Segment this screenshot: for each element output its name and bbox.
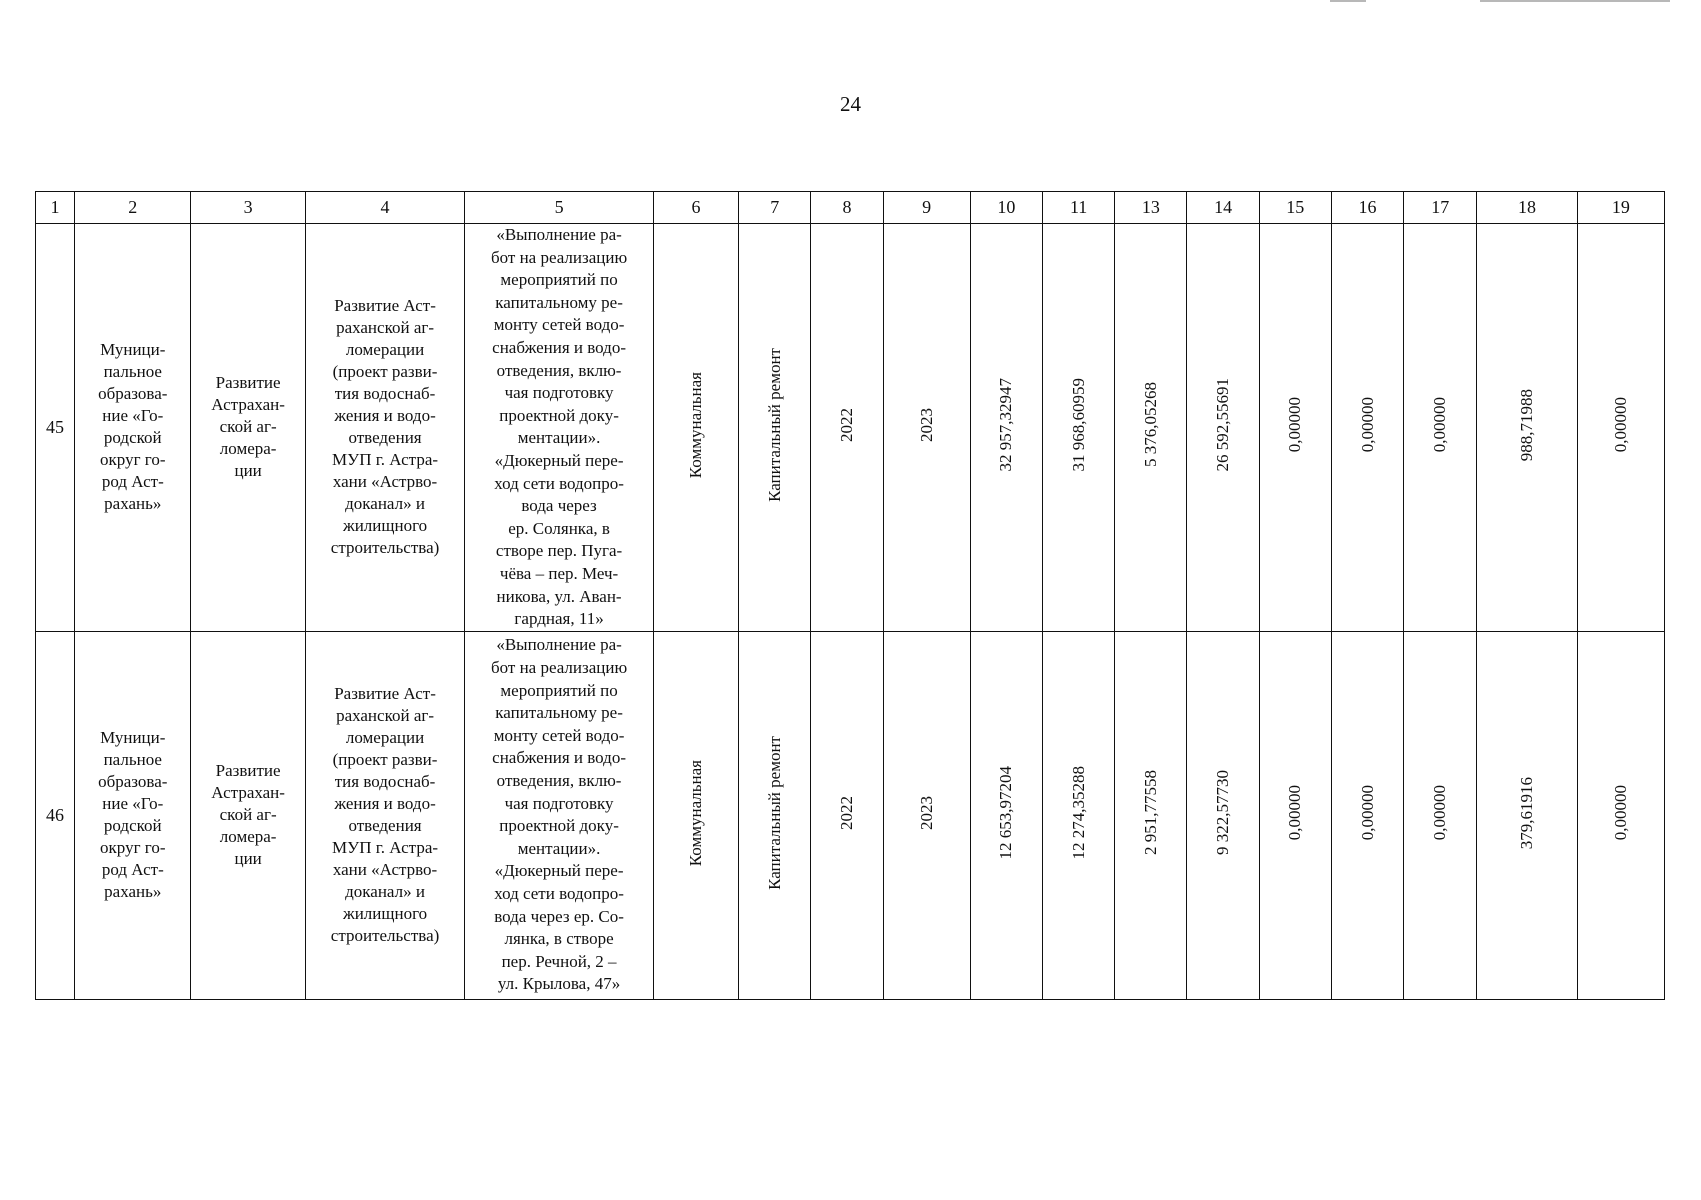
description-cell	[465, 631, 654, 999]
program-text: Развитие Астрахан- ской аг- ломера- ции	[211, 761, 285, 869]
value-text: 5 376,05268	[1140, 382, 1160, 468]
column-header: 16	[1331, 192, 1403, 224]
description-cell	[465, 224, 654, 632]
value-text: 0,00000	[1610, 397, 1630, 453]
program-cell	[191, 224, 305, 632]
year-end-cell	[883, 224, 970, 632]
value-text: 0,00000	[1357, 785, 1377, 841]
value-text: 12 653,97204	[996, 765, 1016, 860]
program-text: Развитие Астрахан- ской аг- ломера- ции	[211, 373, 285, 481]
value-cell-17	[1404, 224, 1477, 632]
column-header: 1	[36, 192, 75, 224]
year-start-cell	[811, 224, 883, 632]
value-cell-11	[1043, 224, 1115, 632]
program-cell	[191, 631, 305, 999]
value-cell-18	[1477, 224, 1577, 632]
sphere-text: Коммунальная	[685, 759, 705, 866]
column-header: 18	[1477, 192, 1577, 224]
value-text: 26 592,55691	[1213, 378, 1233, 472]
row-number: 45	[36, 224, 75, 632]
column-header: 4	[305, 192, 464, 224]
municipality-cell	[75, 631, 191, 999]
column-header: 6	[653, 192, 738, 224]
project-text: Развитие Аст- раханской аг- ломерации (проект разви- тия водоснаб- жения и водо- отведения МУП г. Астра- хани «Астрво- доканал» и жилищного строительства)	[330, 296, 440, 558]
value-cell-13	[1115, 224, 1187, 632]
column-header: 13	[1115, 192, 1187, 224]
value-cell-16	[1331, 224, 1403, 632]
value-cell-19	[1577, 224, 1664, 632]
work-type-cell	[739, 224, 811, 632]
value-text: 0,00000	[1357, 397, 1377, 453]
row-number: 46	[36, 631, 75, 999]
description-text: «Выполнение ра- бот на реализацию мероприятий по капитальному ре- монту сетей водо- снабжения и водо- отведения, вклю- чая подготовку проектной доку- ментации». «Дюкерный пере- ход сети водопро- вода через ер. Солянка, в створе пер. Пуга- чёва – пер. Меч- никова, ул. Аван- гардная, 11»	[490, 225, 628, 629]
municipality-text: Муници- пальное образова- ние «Го- родской округ го- род Аст- рахань»	[98, 728, 168, 902]
value-text: 0,00000	[1430, 785, 1450, 841]
header-row	[36, 192, 1665, 224]
value-text: 31 968,60959	[1068, 378, 1088, 472]
column-header: 2	[75, 192, 191, 224]
value-cell-14	[1187, 224, 1259, 632]
value-cell-15	[1259, 224, 1331, 632]
work-type-text: Капитальный ремонт	[764, 347, 784, 502]
value-text: 12 274,35288	[1068, 765, 1088, 860]
column-header: 17	[1404, 192, 1477, 224]
value-text: 0,00000	[1430, 397, 1450, 453]
column-header: 14	[1187, 192, 1259, 224]
value-cell-19	[1577, 631, 1664, 999]
municipality-text: Муници- пальное образова- ние «Го- родской округ го- род Аст- рахань»	[98, 340, 168, 514]
value-text: 0,00000	[1610, 785, 1630, 841]
value-text: 32 957,32947	[996, 378, 1016, 472]
description-text: «Выполнение ра- бот на реализацию мероприятий по капитальному ре- монту сетей водо- снабжения и водо- отведения, вклю- чая подготовку проектной доку- ментации». «Дюкерный пере- ход сети водопро- вода через ер. Со- лянка, в створе пер. Речной, 2 – ул. Крылова, 47»	[490, 635, 628, 994]
value-cell-13	[1115, 631, 1187, 999]
table-row	[36, 631, 1665, 999]
column-header: 15	[1259, 192, 1331, 224]
column-header: 7	[739, 192, 811, 224]
year-start-text: 2022	[836, 795, 856, 830]
sphere-cell	[653, 631, 738, 999]
value-text: 9 322,57730	[1213, 770, 1233, 856]
value-cell-17	[1404, 631, 1477, 999]
year-end-text: 2023	[916, 795, 936, 830]
column-header: 11	[1043, 192, 1115, 224]
value-cell-18	[1477, 631, 1577, 999]
project-cell	[305, 224, 464, 632]
value-text: 2 951,77558	[1140, 770, 1160, 856]
value-cell-10	[970, 224, 1042, 632]
sphere-cell	[653, 224, 738, 632]
value-cell-10	[970, 631, 1042, 999]
scan-artifact-mark	[1480, 0, 1670, 2]
project-cell	[305, 631, 464, 999]
column-header: 9	[883, 192, 970, 224]
page-number: 24	[840, 92, 861, 116]
value-text: 0,00000	[1285, 785, 1305, 841]
value-text: 988,71988	[1516, 388, 1536, 461]
value-text: 379,61916	[1516, 776, 1536, 849]
column-header: 19	[1577, 192, 1664, 224]
value-cell-15	[1259, 631, 1331, 999]
project-text: Развитие Аст- раханской аг- ломерации (проект разви- тия водоснаб- жения и водо- отведения МУП г. Астра- хани «Астрво- доканал» и жилищного строительства)	[330, 684, 440, 946]
municipality-cell	[75, 224, 191, 632]
year-end-cell	[883, 631, 970, 999]
column-header: 5	[465, 192, 654, 224]
value-cell-11	[1043, 631, 1115, 999]
year-end-text: 2023	[916, 407, 936, 442]
value-cell-14	[1187, 631, 1259, 999]
value-text: 0,00000	[1285, 397, 1305, 453]
year-start-cell	[811, 631, 883, 999]
scan-artifact-mark	[1330, 0, 1366, 2]
data-table	[35, 191, 1665, 1000]
column-header: 10	[970, 192, 1042, 224]
year-start-text: 2022	[836, 407, 856, 442]
column-header: 3	[191, 192, 305, 224]
value-cell-16	[1331, 631, 1403, 999]
sphere-text: Коммунальная	[685, 371, 705, 478]
table-row	[36, 224, 1665, 632]
work-type-text: Капитальный ремонт	[764, 735, 784, 890]
column-header: 8	[811, 192, 883, 224]
work-type-cell	[739, 631, 811, 999]
